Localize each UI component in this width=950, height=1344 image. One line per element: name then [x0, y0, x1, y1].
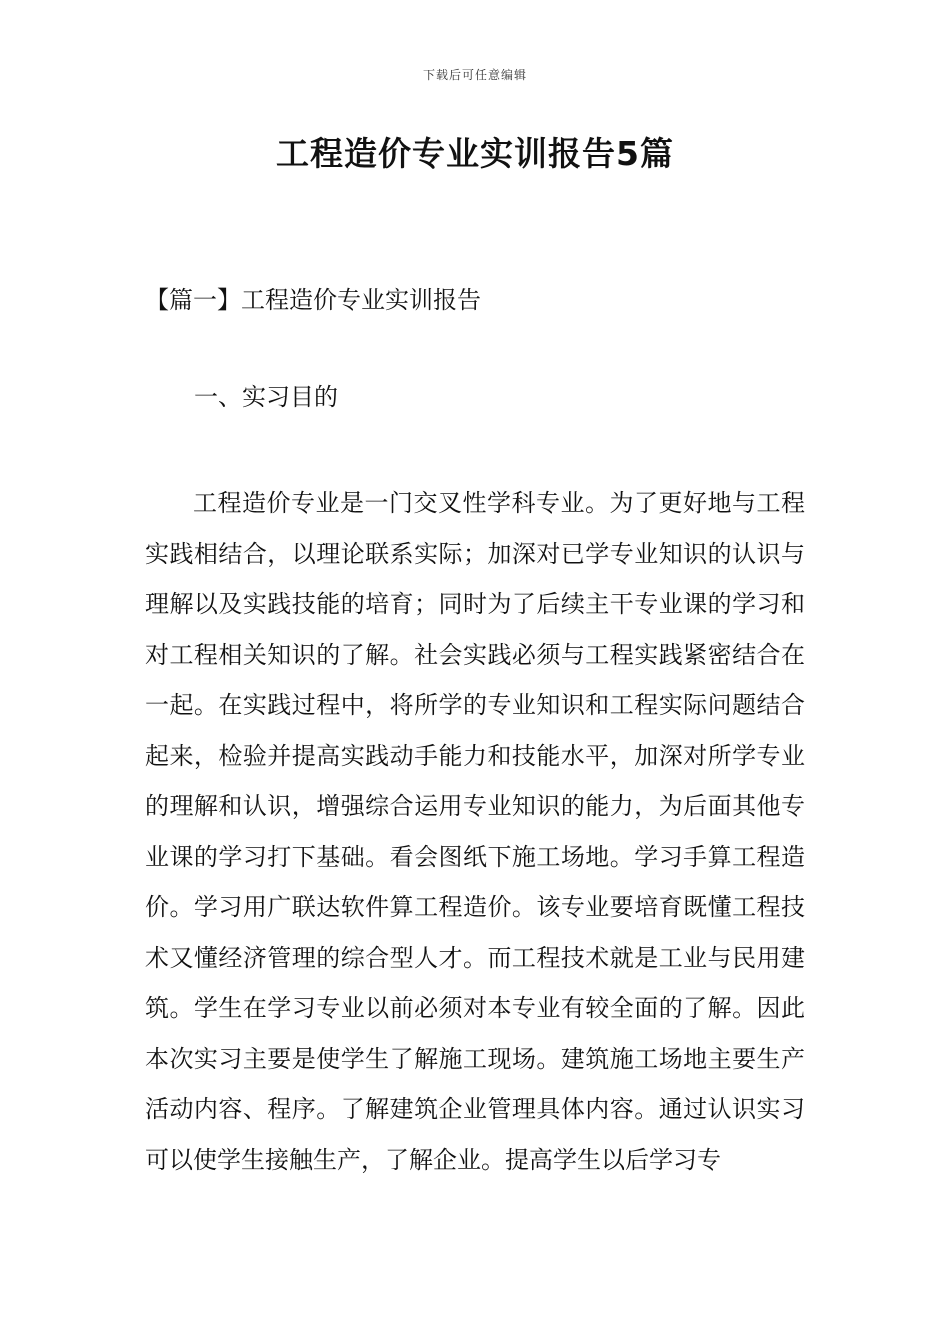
- section-heading: 一、实习目的: [194, 383, 338, 411]
- body-paragraph: 工程造价专业是一门交叉性学科专业。为了更好地与工程实践相结合，以理论联系实际；加深对已学专业知识的认识与理解以及实践技能的培育；同时为了后续主干专业课的学习和对工程相关知识的了解。社会实践必须与工程实践紧密结合在一起。在实践过程中，将所学的专业知识和工程实际问题结合起来，检验并提高实践动手能力和技能水平，加深对所学专业的理解和认识，增强综合运用专业知识的能力，为后面其他专业课的学习打下基础。看会图纸下施工场地。学习手算工程造价。学习用广联达软件算工程造价。该专业要培育既懂工程技术又懂经济管理的综合型人才。而工程技术就是工业与民用建筑。学生在学习专业以前必须对本专业有较全面的了解。因此本次实习主要是使学生了解施工现场。建筑施工场地主要生产活动内容、程序。了解建筑企业管理具体内容。通过认识实习可以使学生接触生产，了解企业。提高学生以后学习专: [145, 489, 805, 1174]
- header-note: 下载后可任意编辑: [422, 68, 527, 82]
- part-heading: 【篇一】工程造价专业实训报告: [145, 286, 481, 314]
- document-title: 工程造价专业实训报告5篇: [276, 134, 674, 173]
